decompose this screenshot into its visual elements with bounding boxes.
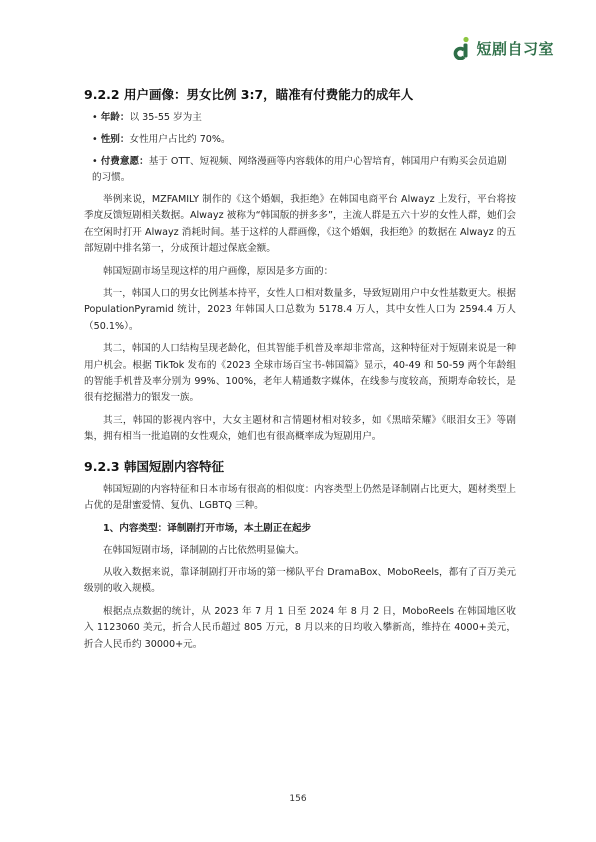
bullet-text: 女性用户占比约 70%。: [129, 134, 231, 145]
paragraph: 在韩国短剧市场，译制剧的占比依然明显偏大。: [103, 544, 305, 556]
brand-logo: [453, 36, 554, 60]
paragraph: 其三，韩国的影视内容中，大女主题材和言情题材相对较多，如《黑暗荣耀》《眼泪女王》等剧集，拥有相当一批追剧的女性观众，她们也有很高概率成为短剧用户。: [84, 414, 516, 443]
paragraph: 其一，韩国人口的男女比例基本持平，女性人口相对数量多，导致短剧用户中女性基数更大。根据 PopulationPyramid 统计，2023 年韩国人口总数为 5178.4 万人，其中女性人口为 2594.4 万人（50.1%）。: [84, 288, 516, 332]
subheading-content-type: 1、内容类型：译制剧打开市场，本土剧正在起步: [103, 522, 312, 534]
paragraph: 从收入数据来说，靠译制剧打开市场的第一梯队平台 DramaBox、MoboReels，都有了百万美元级别的收入规模。: [84, 566, 516, 595]
paragraph: 举例来说，MZFAMILY 制作的《这个婚姻，我拒绝》在韩国电商平台 Alwayz 上发行，平台将按季度反馈短剧相关数据。Alwayz 被称为“韩国版的拼多多”，主流人群是五六十岁的女性人群，她们会在空闲时打开 Alwayz 消耗时间。基于这样的人群画像，《这个婚姻，我拒绝》的数据在 Alwayz 的五部短剧中排名第一，分成预计超过保底金额。: [84, 194, 516, 255]
logo-text: 短剧自习室: [476, 39, 554, 58]
section-heading-user-profile: 9.2.2 用户画像：男女比例 3:7，瞄准有付费能力的成年人: [84, 87, 414, 102]
bullet-text: 基于 OTT、短视频、网络漫画等内容载体的用户心智培育，韩国用户有购买会员追剧的习惯。: [92, 156, 507, 183]
paragraph: 韩国短剧市场呈现这样的用户画像，原因是多方面的：: [103, 265, 334, 277]
logo-d-icon: [453, 36, 471, 60]
bullet-label: 年龄：: [100, 112, 130, 123]
document-body: [84, 86, 516, 659]
paragraph: 韩国短剧的内容特征和日本市场有很高的相似度：内容类型上仍然是译制剧占比更大，题材类型上占优的是甜蜜爱情、复仇、LGBTQ 三种。: [84, 483, 516, 512]
page-number: 156: [289, 794, 307, 804]
bullet-label: 性别：: [100, 134, 130, 145]
paragraph: 根据点点数据的统计，从 2023 年 7 月 1 日至 2024 年 8 月 2 日，MoboReels 在韩国地区收入 1123060 美元，折合人民币超过 805 万元，8 月以来的日均收入攀新高，维持在 4000+美元，折合人民币约 30000+元。: [84, 605, 516, 650]
bullet-gender: • 性别：女性用户占比约 70%。: [92, 134, 231, 145]
section-heading-content-features: 9.2.3 韩国短剧内容特征: [84, 458, 224, 474]
bullet-text: 以 35-55 岁为主: [129, 112, 202, 123]
paragraph: 其二，韩国的人口结构呈现老龄化，但其智能手机普及率却非常高，这种特征对于短剧来说是一种用户机会。根据 TikTok 发布的《2023 全球市场百宝书-韩国篇》显示，40-49 和 50-59 两个年龄组的智能手机普及率分别为 99%、100%，老年人精通数字媒体，在线参与度较高，预期寿命较长，是很有挖掘潜力的银发一族。: [84, 343, 516, 404]
bullet-label: 付费意愿：: [100, 156, 149, 167]
bullet-payment: • 付费意愿：基于 OTT、短视频、网络漫画等内容载体的用户心智培育，韩国用户有购买会员追剧的习惯。: [92, 156, 507, 183]
bullet-age: • 年龄：以 35-55 岁为主: [92, 112, 202, 123]
